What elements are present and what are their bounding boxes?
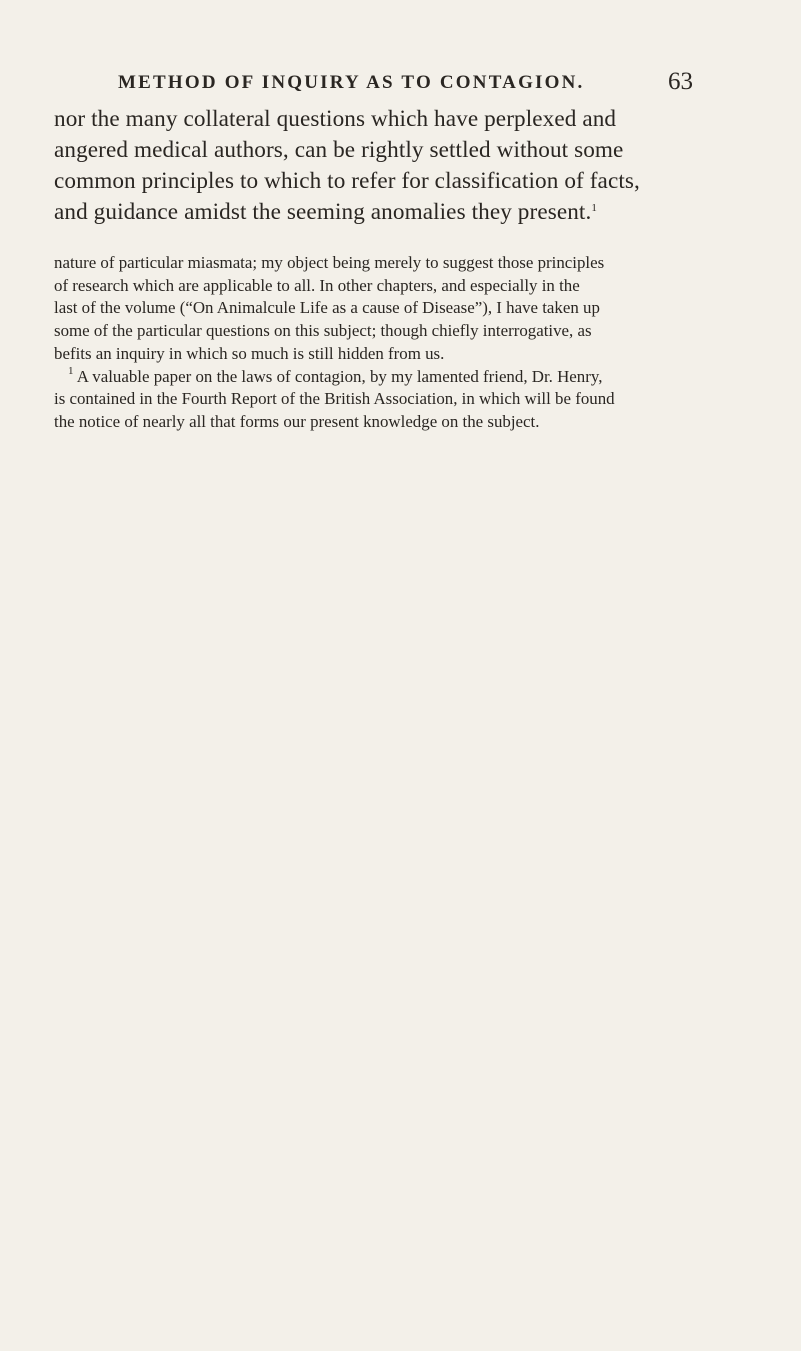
- note-line: befits an inquiry in which so much is still hidden from us.: [54, 343, 445, 363]
- main-text-line-last: [54, 197, 694, 228]
- main-paragraph: [54, 104, 694, 228]
- note-line: of research which are applicable to all. In other chapters, and especially in the: [54, 275, 580, 295]
- footnote-reference: 1: [591, 202, 597, 214]
- note-line: A valuable paper on the laws of contagion, by my lamented friend, Dr. Henry,: [76, 366, 603, 386]
- main-text-line: angered medical authors, can be rightly settled without some: [54, 137, 624, 163]
- main-text-line: common principles to which to refer for classification of facts,: [54, 168, 640, 194]
- note-line: some of the particular questions on this subject; though chiefly interrogative, as: [54, 321, 592, 341]
- continued-footnote: [54, 252, 694, 366]
- page-number: 63: [668, 68, 693, 95]
- running-head: [118, 68, 693, 102]
- main-text-line: and guidance amidst the seeming anomalies they present.: [54, 199, 592, 225]
- note-line: last of the volume (“On Animalcule Life as a cause of Disease”), I have taken up: [54, 298, 600, 318]
- footnote-first-line: [54, 366, 694, 389]
- footnotes: [54, 252, 694, 434]
- footnote-marker: 1: [68, 364, 74, 377]
- note-line: is contained in the Fourth Report of the British Association, in which will be found: [54, 389, 615, 409]
- main-text-line: nor the many collateral questions which have perplexed and: [54, 106, 617, 132]
- running-title: METHOD OF INQUIRY AS TO CONTAGION.: [118, 72, 585, 93]
- footnote-1: [54, 366, 694, 434]
- note-line: nature of particular miasmata; my object being merely to suggest those principles: [54, 253, 605, 272]
- note-line: the notice of nearly all that forms our present knowledge on the subject.: [54, 411, 540, 431]
